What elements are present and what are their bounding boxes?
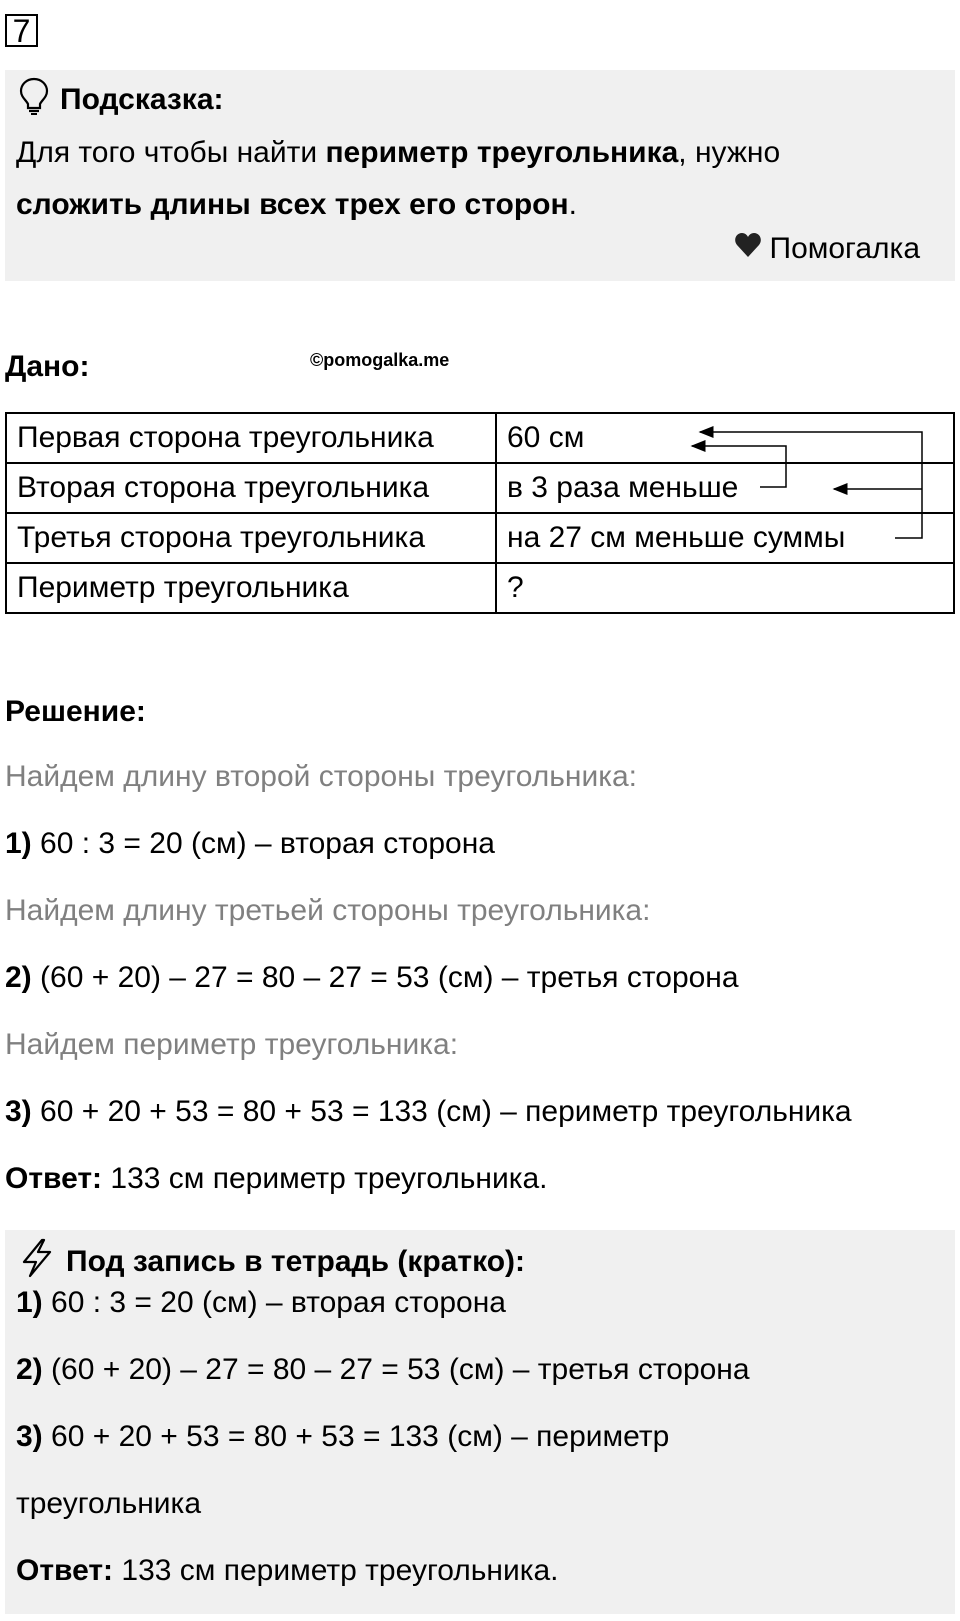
hint-text-bold-2: сложить длины всех трех его сторон — [16, 188, 569, 221]
notebook-title-text: Под запись в тетрадь (кратко): — [66, 1245, 526, 1278]
table-cell-value: на 27 см меньше суммы — [496, 513, 954, 563]
step1-line — [5, 827, 495, 861]
answer-line — [5, 1162, 548, 1196]
notebook-step3 — [16, 1420, 669, 1454]
notebook-step2-text: (60 + 20) – 27 = 80 – 27 = 53 (см) – третья сторона — [42, 1353, 750, 1386]
notebook-answer-text: 133 см периметр треугольника. — [113, 1554, 559, 1587]
hint-title — [18, 77, 224, 123]
lightning-icon — [18, 1238, 56, 1286]
hint-text-bold-1: периметр треугольника — [325, 136, 679, 169]
table-cell-name: Вторая сторона треугольника — [6, 463, 496, 513]
answer-label: Ответ: — [5, 1162, 103, 1195]
notebook-step1 — [16, 1286, 506, 1320]
heart-icon — [734, 232, 762, 266]
table-row — [6, 463, 954, 513]
notebook-answer — [16, 1554, 559, 1588]
given-table — [5, 412, 955, 614]
hint-text — [16, 127, 936, 231]
notebook-step3-continued: треугольника — [16, 1487, 202, 1520]
table-cell-name: Первая сторона треугольника — [6, 413, 496, 463]
brand-signature — [734, 232, 921, 266]
table-cell-name: Периметр треугольника — [6, 563, 496, 613]
watermark: ©pomogalka.me — [310, 350, 450, 370]
table-cell-value: ? — [496, 563, 954, 613]
notebook-title — [18, 1238, 525, 1286]
table-row — [6, 563, 954, 613]
table-row — [6, 513, 954, 563]
notebook-step2 — [16, 1353, 750, 1387]
notebook-step1-text: 60 : 3 = 20 (см) – вторая сторона — [42, 1286, 506, 1319]
step3-text: 60 + 20 + 53 = 80 + 53 = 133 (см) – периметр треугольника — [31, 1095, 852, 1128]
step1-number: 1) — [5, 827, 32, 860]
answer-text: 133 см периметр треугольника. — [102, 1162, 548, 1195]
brand-text: Помогалка — [769, 232, 920, 265]
step2-line — [5, 961, 739, 995]
step3-line — [5, 1095, 852, 1129]
notebook-step1-number: 1) — [16, 1286, 43, 1319]
table-cell-value: 60 см — [496, 413, 954, 463]
step2-text: (60 + 20) – 27 = 80 – 27 = 53 (см) – третья сторона — [31, 961, 739, 994]
solution-label: Решение: — [5, 695, 146, 728]
lightbulb-icon — [18, 77, 50, 123]
task-number: 7 — [5, 14, 38, 47]
step3-comment: Найдем периметр треугольника: — [5, 1028, 459, 1061]
notebook-step3-number: 3) — [16, 1420, 43, 1453]
hint-title-text: Подсказка: — [60, 83, 224, 116]
step3-number: 3) — [5, 1095, 32, 1128]
hint-text-3: . — [568, 188, 577, 221]
notebook-step3-text: 60 + 20 + 53 = 80 + 53 = 133 (см) – периметр — [42, 1420, 670, 1453]
hint-text-1: Для того чтобы найти — [16, 136, 326, 169]
table-cell-name: Третья сторона треугольника — [6, 513, 496, 563]
step1-text: 60 : 3 = 20 (см) – вторая сторона — [31, 827, 495, 860]
notebook-answer-label: Ответ: — [16, 1554, 114, 1587]
given-label: Дано: — [5, 350, 90, 383]
hint-text-2: , нужно — [678, 136, 781, 169]
step2-number: 2) — [5, 961, 32, 994]
notebook-step2-number: 2) — [16, 1353, 43, 1386]
step2-comment: Найдем длину третьей стороны треугольника: — [5, 894, 651, 927]
table-cell-value: в 3 раза меньше — [496, 463, 954, 513]
table-row — [6, 413, 954, 463]
step1-comment: Найдем длину второй стороны треугольника: — [5, 760, 638, 793]
